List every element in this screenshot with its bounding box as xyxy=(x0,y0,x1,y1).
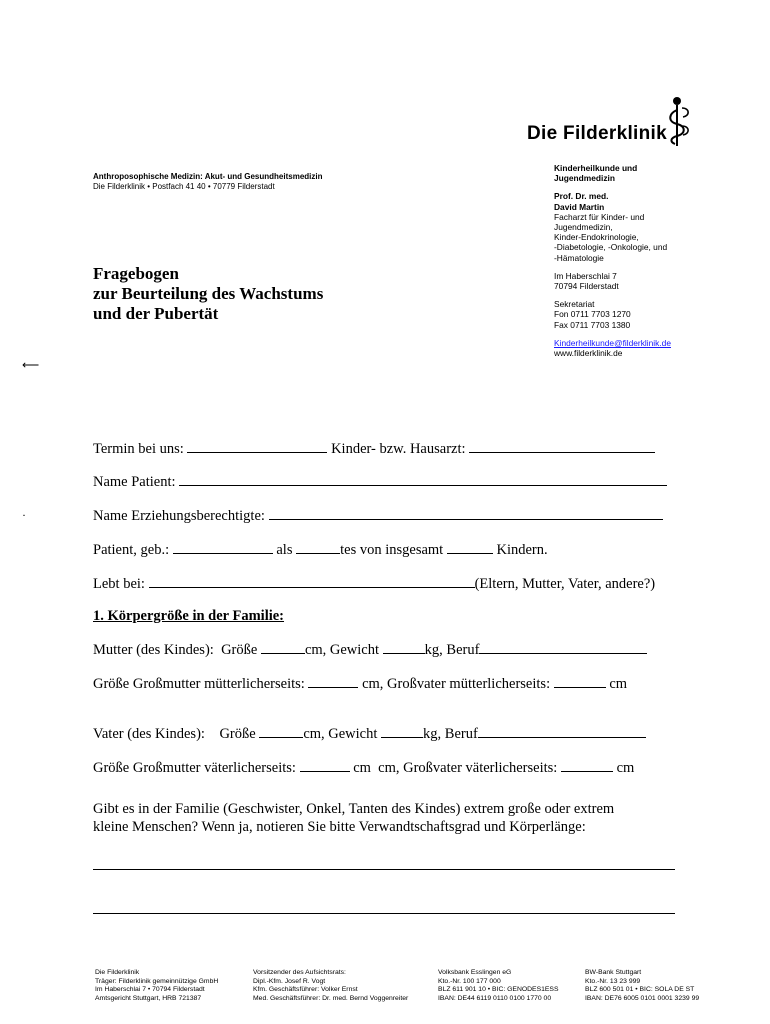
mother-job-field[interactable] xyxy=(479,641,647,654)
form-row-termin: Termin bei uns: Kinder- bzw. Hausarzt: xyxy=(93,440,655,458)
email-link[interactable]: Kinderheilkunde@filderklinik.de xyxy=(554,337,671,348)
phone-number: Fon 0711 7703 1270 xyxy=(554,309,631,320)
footer-col-clinic: Die Filderklinik Träger: Filderklinik gemeinnützige GmbH Im Haberschlai 7 • 70794 Filderstadt Amtsgericht Stuttgart, HRB 721387 xyxy=(95,969,219,1002)
form-row-maternal-grandparents: Größe Großmutter mütterlicherseits: cm, Großvater mütterlicherseits: cm xyxy=(93,676,628,692)
paternal-grandfather-height-field[interactable] xyxy=(561,759,613,772)
specialty-line: Kinder-Endokrinologie, xyxy=(554,232,639,243)
doctor-name: David Martin xyxy=(554,201,605,212)
termin-field[interactable] xyxy=(187,440,327,453)
father-height-field[interactable] xyxy=(259,725,303,738)
family-extremes-question: Gibt es in der Familie (Geschwister, Onkel, Tanten des Kindes) extrem große oder extrem kleine Menschen? Wenn ja, notieren Sie bitte Verwandtschaftsgrad und Körperlänge: xyxy=(93,801,615,835)
name-patient-field[interactable] xyxy=(179,473,667,486)
doctor-title: Prof. Dr. med. xyxy=(554,191,609,202)
answer-line[interactable] xyxy=(93,869,675,870)
form-row-father: Vater (des Kindes): Größe cm, Gewicht kg, Beruf xyxy=(93,725,646,743)
secretariat-contact: Sekretariat Fon 0711 7703 1270 Fax 0711 7703 1380 xyxy=(554,299,704,330)
doctor-block xyxy=(554,191,704,262)
paternal-grandmother-height-field[interactable] xyxy=(300,759,350,772)
form-row-lebt-bei: Lebt bei: (Eltern, Mutter, Vater, andere?) xyxy=(93,576,656,592)
father-job-field[interactable] xyxy=(478,725,646,738)
form-row-birth: Patient, geb.: als tes von insgesamt Kindern. xyxy=(93,542,548,558)
birthdate-field[interactable] xyxy=(173,541,273,554)
answer-line[interactable] xyxy=(93,913,675,914)
fax-number: Fax 0711 7703 1380 xyxy=(554,319,631,330)
department-name: Kinderheilkunde und Jugendmedizin xyxy=(554,163,638,184)
sender-tagline: Anthroposophische Medizin: Akut- und Gesundheitsmedizin xyxy=(93,172,323,181)
maternal-grandmother-height-field[interactable] xyxy=(308,675,358,688)
specialty-line: Jugendmedizin, xyxy=(554,222,613,233)
website-text: www.filderklinik.de xyxy=(554,348,623,359)
contact-info-column xyxy=(554,163,704,358)
clinic-address: Im Haberschlai 7 70794 Filderstadt xyxy=(554,270,619,292)
form-row-name-patient: Name Patient: xyxy=(93,473,667,491)
clinic-logo-text: Die Filderklinik xyxy=(527,123,667,144)
footer-col-bank1: Volksbank Esslingen eG Kto.-Nr. 100 177 000 BLZ 611 901 10 • BIC: GENODES1ESS IBAN: DE44 6119 0110 0100 1770 00 xyxy=(438,969,559,1002)
father-weight-field[interactable] xyxy=(381,725,423,738)
specialty-line: Facharzt für Kinder- und xyxy=(554,211,645,222)
mother-height-field[interactable] xyxy=(261,641,305,654)
form-row-paternal-grandparents: Größe Großmutter väterlicherseits: cm cm, Großvater väterlicherseits: cm xyxy=(93,760,635,776)
guardian-name-field[interactable] xyxy=(269,507,663,520)
specialty-line: -Diabetologie, -Onkologie, und xyxy=(554,242,668,253)
aesculapian-staff-logo-icon xyxy=(664,96,694,148)
siblings-count-field[interactable] xyxy=(447,541,493,554)
arzt-field[interactable] xyxy=(469,440,655,453)
birth-order-field[interactable] xyxy=(296,541,340,554)
document-title: Fragebogen zur Beurteilung des Wachstums und der Pubertät xyxy=(93,264,324,323)
section-heading-family-height: 1. Körpergröße in der Familie: xyxy=(93,608,285,624)
punch-mark: · xyxy=(22,508,26,522)
footer-col-bank2: BW-Bank Stuttgart Kto.-Nr. 13 23 999 BLZ 600 501 01 • BIC: SOLA DE ST IBAN: DE76 6005 0101 0001 3239 99 xyxy=(585,969,700,1002)
lebt-bei-field[interactable] xyxy=(149,575,475,588)
mother-weight-field[interactable] xyxy=(383,641,425,654)
footer-col-management: Vorsitzender des Aufsichtsrats: Dipl.-Kfm. Josef R. Vogt Kfm. Geschäftsführer: Volker Ernst Med. Geschäftsführer: Dr. med. Bernd Voggenreiter xyxy=(253,969,409,1002)
fold-mark: ⟵ xyxy=(22,358,40,372)
web-contact xyxy=(554,338,704,358)
form-row-name-guardian: Name Erziehungsberechtigte: xyxy=(93,507,663,525)
specialty-line: -Hämatologie xyxy=(554,252,604,263)
maternal-grandfather-height-field[interactable] xyxy=(554,675,606,688)
sender-address: Die Filderklinik • Postfach 41 40 • 70779 Filderstadt xyxy=(93,182,275,191)
form-row-mother: Mutter (des Kindes): Größe cm, Gewicht kg, Beruf xyxy=(93,641,647,659)
